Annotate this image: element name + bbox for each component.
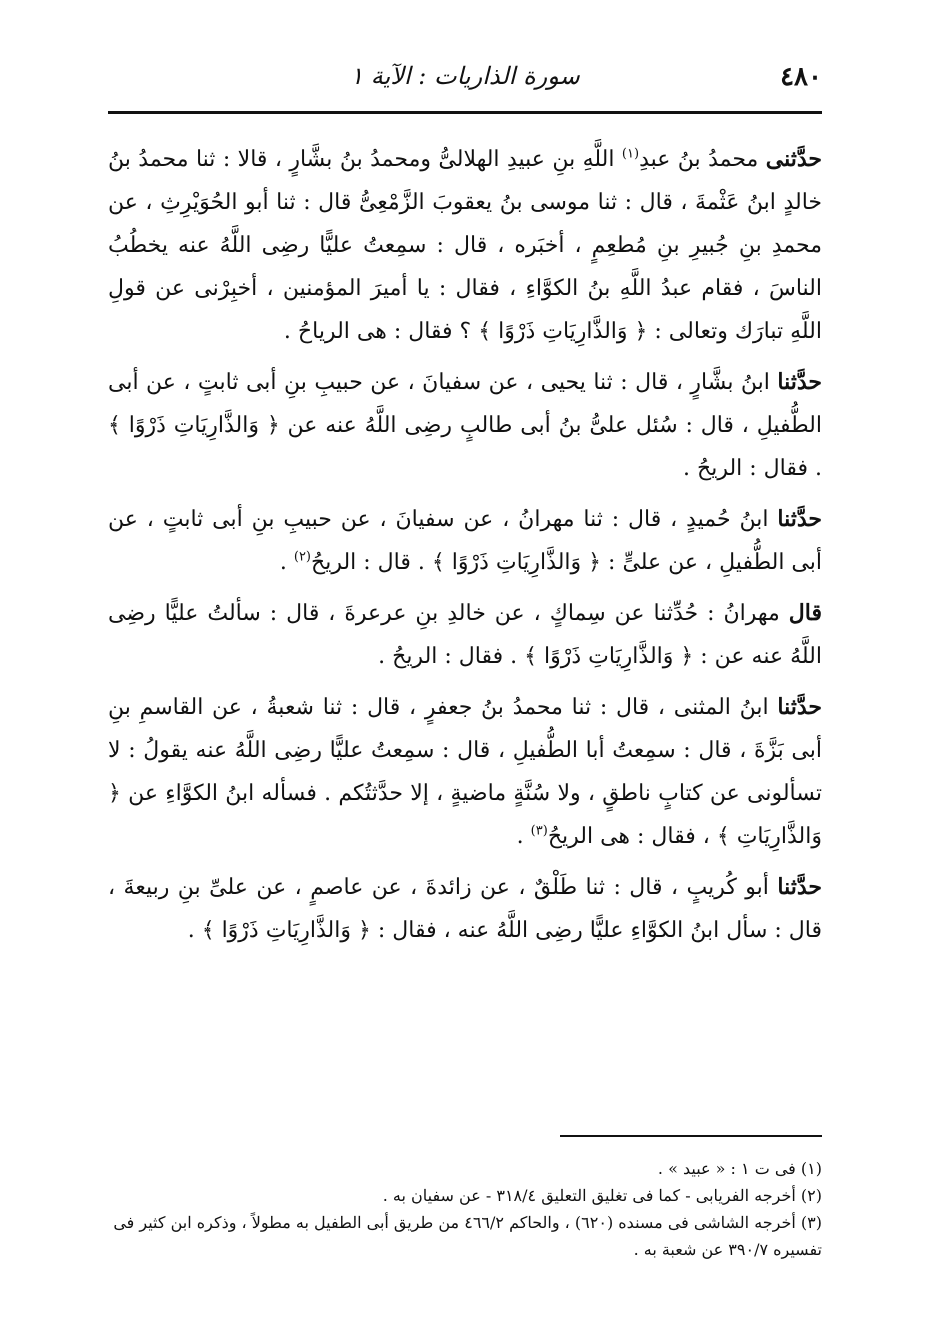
footnote-3: (٣) أخرجه الشاشى فى مسنده (٦٢٠) ، والحاكم ٤٦٦/٢ من طريق أبى الطفيل به مطولاً ، وذكره ابن كثير فى تفسيره ٣٩٠/٧ عن شعبة به . (113, 1213, 822, 1259)
paragraph-text: ابنُ حُميدٍ ، قال : ثنا مهرانُ ، عن سفيانَ ، عن حبيبِ بنِ أبى ثابتٍ ، عن أبى الطُّفيلِ ، عن علىٍّ : ﴿ وَالذَّارِيَاتِ ذَرْوًا ﴾ . قال : الريحُ (108, 507, 822, 575)
paragraph-text: مهرانُ : حُدِّثنا عن سِماكٍ ، عن خالدِ بنِ عرعرةَ ، قال : سألتُ عليًّا رضِى اللَّهُ عنه عن : ﴿ وَالذَّارِيَاتِ ذَرْوًا ﴾ . فقال : الريحُ . (108, 601, 822, 669)
footnote-marker: (٣) (530, 823, 548, 839)
paragraph-3 (108, 498, 822, 584)
footnote-rule (560, 1135, 822, 1137)
paragraph-opening: قال (788, 600, 823, 626)
header-rule (108, 111, 822, 114)
paragraph-1 (108, 138, 822, 353)
running-head: سورة الذاريات : الآية ١ (350, 62, 580, 90)
paragraph-4 (108, 592, 822, 678)
paragraph-2 (108, 361, 822, 490)
footnote-marker: (٢) (293, 549, 311, 565)
footnote-1: (١) فى ت ١ : « عبيد » . (657, 1159, 822, 1178)
paragraph-opening: حدَّثنا (777, 369, 822, 395)
paragraph-text: ابنُ بشَّارٍ ، قال : ثنا يحيى ، عن سفيانَ ، عن حبيبِ بنِ أبى ثابتٍ ، عن أبى الطُّفيلِ ، قال : سُئل علىُّ بنُ أبى طالبٍ رضِى اللَّهُ عنه عن ﴿ وَالذَّارِيَاتِ ذَرْوًا ﴾ . فقال : الريحُ . (108, 370, 822, 481)
paragraph-text-rest: . (279, 550, 287, 575)
paragraph-text: ابنُ المثنى ، قال : ثنا محمدُ بنُ جعفرٍ ، قال : ثنا شعبةُ ، عن القاسمِ بنِ أبى بَزَّةَ ، قال : سمِعتُ أبا الطُّفيلِ ، قال : سمِعتُ عليًّا رضِى اللَّهُ عنه يقولُ : لا تسألونى عن كتابٍ ناطقٍ ، ولا سُنَّةٍ ماضيةٍ ، إلا حدَّثتُكم . فسأله ابنُ الكوَّاءِ عن ﴿ وَالذَّارِيَاتِ ﴾ ، فقال : هى الريحُ (108, 695, 822, 849)
footnotes (108, 1155, 822, 1263)
footnote-2: (٢) أخرجه الفريابى - كما فى تغليق التعليق ٣١٨/٤ - عن سفيان به . (382, 1186, 822, 1205)
paragraph-opening: حدَّثنى (765, 146, 822, 172)
paragraph-opening: حدَّثنا (777, 694, 823, 720)
paragraph-text: أبو كُريبٍ ، قال : ثنا طَلْقٌ ، عن زائدةَ ، عن عاصمٍ ، عن علىِّ بنِ ربيعةَ ، قال : سأل ابنُ الكوَّاءِ عليًّا رضِى اللَّهُ عنه ، فقال : ﴿ وَالذَّارِيَاتِ ذَرْوًا ﴾ . (108, 875, 822, 943)
paragraph-6 (108, 866, 822, 952)
page-number: ٤٨٠ (780, 62, 822, 92)
page-header (108, 58, 822, 98)
main-text (108, 138, 822, 960)
paragraph-text-rest: . (516, 824, 524, 849)
paragraph-5 (108, 686, 822, 858)
paragraph-text-rest: اللَّهِ بنِ عبيدِ الهلالىُّ ومحمدُ بنُ بشَّارٍ ، قالا : ثنا محمدُ بنُ خالدٍ ابنُ عَثْمةَ ، قال : ثنا موسى بنُ يعقوبَ الزَّمْعِىُّ قال : ثنا أبو الحُوَيْرِثِ ، عن محمدِ بنِ جُبيرِ بنِ مُطعِمٍ ، أخبَره ، قال : سمِعتُ عليًّا رضِى اللَّهُ عنه يخطُبُ الناسَ ، فقام عبدُ اللَّهِ بنُ الكوَّاءِ ، فقال : يا أميرَ المؤمنين ، أخبِرْنى عن قولِ اللَّهِ تبارَك وتعالى : ﴿ وَالذَّارِيَاتِ ذَرْوًا ﴾ ؟ فقال : هى الرياحُ . (108, 147, 822, 344)
paragraph-opening: حدَّثنا (777, 874, 822, 900)
paragraph-text: محمدُ بنُ عبدِ (639, 147, 759, 172)
footnote-marker: (١) (621, 146, 640, 162)
paragraph-opening: حدَّثنا (777, 506, 822, 532)
